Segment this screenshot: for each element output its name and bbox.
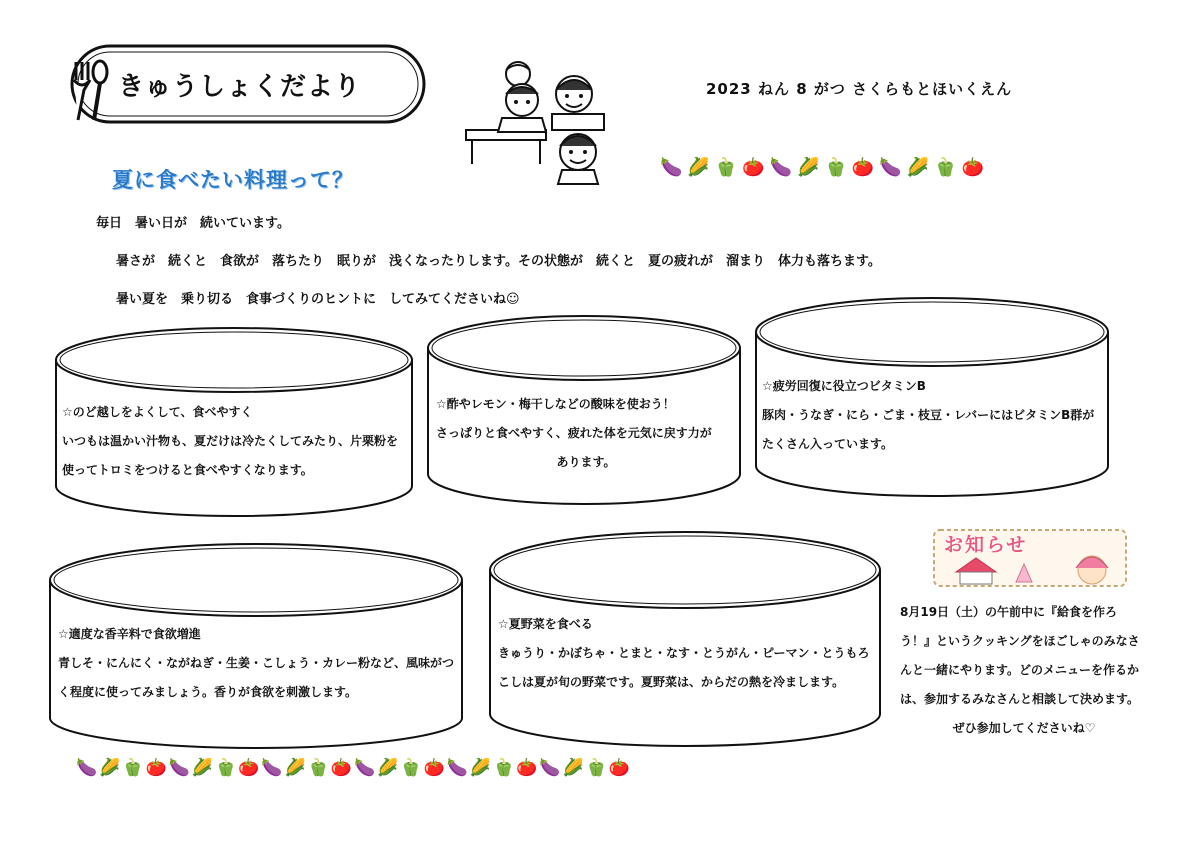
tip-box-1-line-1: いつもは温かい汁物も、夏だけは冷たくしてみたり、片栗粉を xyxy=(62,434,399,448)
page-title: きゅうしょくだより xyxy=(118,72,362,102)
notice-body xyxy=(900,598,1148,743)
notice-line-3: んと一緒にやります。どのメニューを作るか xyxy=(900,663,1140,677)
tip-box-4 xyxy=(46,538,466,752)
tip-box-1-heading: ☆のど越しをよくして、食べやすく xyxy=(62,405,253,419)
tip-box-2-heading: ☆酢やレモン・梅干しなどの酸味を使おう！ xyxy=(436,397,675,411)
vegetables-border-bottom: 🍆🌽🫑🍅🍆🌽🫑🍅🍆🌽🫑🍅🍆🌽🫑🍅🍆🌽🫑🍅🍆🌽🫑🍅 xyxy=(76,758,633,778)
tip-box-4-line-2: く程度に使ってみましょう。香りが食欲を刺激します。 xyxy=(58,685,358,699)
fork-spoon-icon xyxy=(64,56,114,126)
tip-box-3-heading: ☆疲労回復に役立つビタミンB xyxy=(762,379,926,393)
title-frame xyxy=(60,38,430,130)
notice-badge-label: お知らせ xyxy=(944,534,1028,556)
tip-box-4-line-1: 青しそ・にんにく・ながねぎ・生姜・こしょう・カレー粉など、風味がつ xyxy=(58,656,455,670)
intro-line-3: 暑い夏を 乗り切る 食事づくりのヒントに してみてくださいね☺ xyxy=(116,292,520,307)
intro-line-1: 毎日 暑い日が 続いています。 xyxy=(96,216,290,231)
tip-box-4-heading: ☆適度な香辛料で食欲増進 xyxy=(58,627,201,641)
tip-box-1-line-2: 使ってトロミをつけると食べやすくなります。 xyxy=(62,463,313,477)
notice-line-1: 8月19日（土）の午前中に『給食を作ろ xyxy=(900,605,1118,619)
tip-box-5 xyxy=(486,526,884,750)
notice-line-5: ぜひ参加してくださいね♡ xyxy=(952,721,1096,735)
notice-badge xyxy=(932,528,1128,588)
tip-box-5-heading: ☆夏野菜を食べる xyxy=(498,617,593,631)
vegetables-border-top: 🍆🌽🫑🍅🍆🌽🫑🍅🍆🌽🫑🍅 xyxy=(660,157,989,178)
intro-line-2: 暑さが 続くと 食欲が 落ちたり 眠りが 浅くなったりします。その状態が 続くと 夏の疲れが 溜まり 体力も落ちます。 xyxy=(116,254,881,269)
tip-box-2 xyxy=(424,310,744,506)
tip-box-5-line-1: きゅうり・かぼちゃ・とまと・なす・とうがん・ピーマン・とうもろ xyxy=(498,646,870,660)
notice-line-4: は、参加するみなさんと相談して決めます。 xyxy=(900,692,1140,706)
children-cooking-illustration xyxy=(462,60,618,186)
header-date-school: 2023 ねん 8 がつ さくらもとほいくえん xyxy=(706,80,1013,98)
tip-box-5-line-2: こしは夏が旬の野菜です。夏野菜は、からだの熱を冷まします。 xyxy=(498,675,845,689)
tip-box-3 xyxy=(752,292,1112,500)
tip-box-3-line-2: たくさん入っています。 xyxy=(762,437,894,451)
section-title: 夏に食べたい料理って？ xyxy=(112,168,354,192)
notice-line-2: う！』というクッキングをほごしゃのみなさ xyxy=(900,634,1140,648)
tip-box-3-line-1: 豚肉・うなぎ・にら・ごま・枝豆・レバーにはビタミンB群が xyxy=(762,408,1095,422)
tip-box-1 xyxy=(52,322,416,518)
tip-box-2-line-1: さっぱりと食べやすく、疲れた体を元気に戻す力が xyxy=(436,426,712,440)
tip-box-2-line-2: あります。 xyxy=(556,455,616,469)
